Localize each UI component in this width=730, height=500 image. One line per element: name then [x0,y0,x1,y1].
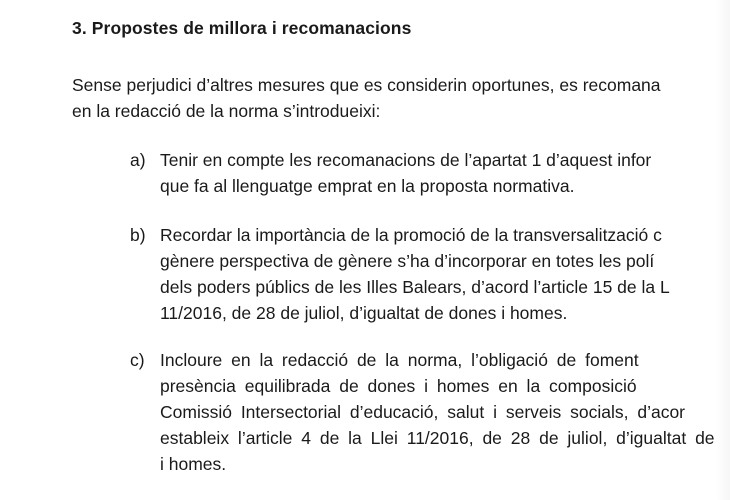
list-marker: a) [130,150,146,170]
list-marker: b) [130,225,146,245]
page-edge-shadow [716,0,730,500]
intro-paragraph [72,72,661,124]
text-line: i homes. [160,454,227,474]
list-item-text [160,222,670,326]
text-line: dels poders públics de les Illes Balears, d’acord l’article 15 de la L [160,277,670,297]
text-line: que fa al llenguatge emprat en la proposta normativa. [160,176,575,196]
text-line: estableix l’article 4 de la Llei 11/2016, de 28 de juliol, d’igualtat de [160,428,715,448]
list-marker: c) [130,350,145,370]
text-line: Comissió Intersectorial d’educació, salut i serveis socials, d’acor [160,402,686,422]
list-item-text [160,347,715,477]
text-line: presència equilibrada de dones i homes en la composició [160,376,637,396]
intro-line: Sense perjudici d’altres mesures que es considerin oportunes, es recomana [72,75,661,95]
text-line: Tenir en compte les recomanacions de l’apartat 1 d’aquest infor [160,150,652,170]
text-line: Recordar la importància de la promoció de la transversalització c [160,225,662,245]
section-heading: 3. Propostes de millora i recomanacions [72,18,412,38]
text-line: Incloure en la redacció de la norma, l’obligació de foment [160,350,639,370]
text-line: 11/2016, de 28 de juliol, d’igualtat de dones i homes. [160,303,568,323]
list-item-text [160,147,651,199]
text-line: gènere perspectiva de gènere s’ha d’incorporar en totes les polí [160,251,655,271]
intro-line: en la redacció de la norma s’introdueixi: [72,101,381,121]
